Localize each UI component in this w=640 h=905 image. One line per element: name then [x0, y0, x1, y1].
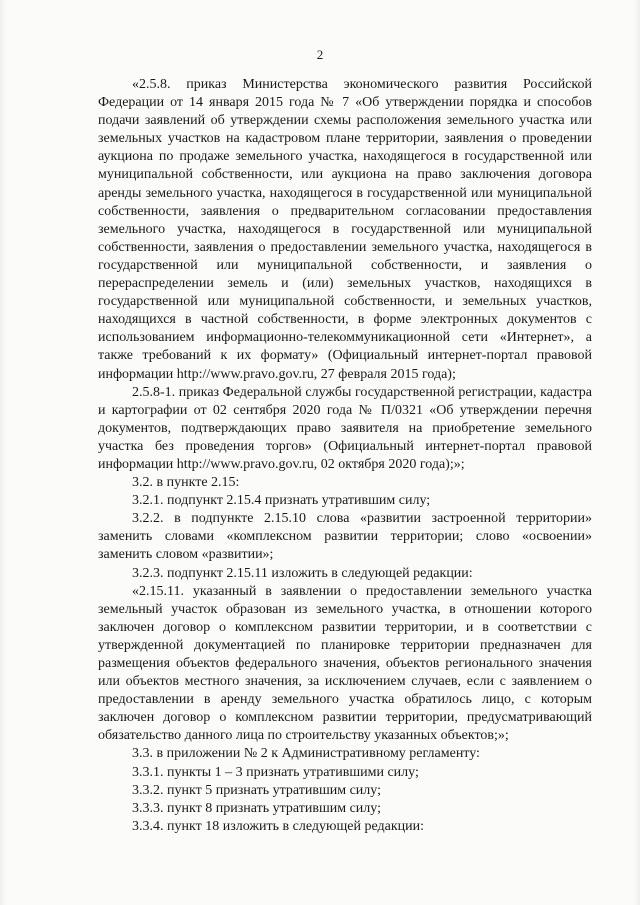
paragraph-3-2-3: 3.2.3. подпункт 2.15.11 изложить в следующей редакции:	[132, 565, 473, 581]
paragraph-3-2-2: 3.2.2. в подпункте 2.15.10 слова «развитии застроенной территории» заменить словами «комплексном развитии территории; слово «освоении» заменить словом «развитии»;	[98, 511, 592, 563]
paragraph-3-3: 3.3. в приложении № 2 к Административному регламенту:	[132, 746, 480, 762]
paragraph-2-15-11: «2.15.11. указанный в заявлении о предоставлении земельного участка земельный участок образован из земельного участка, в отношении которого заключен договор о комплексном развитии территории, и в соответствии с утвержденной документацией по планировке территории предназначен для размещения объектов федерального значения, объектов регионального значения или объектов местного значения, за исключением случаев, если с заявлением о предоставлении в аренду земельного участка обратилось лицо, с которым заключен договор о комплексном развитии территории, предусматривающий обязательство данного лица по строительству указанных объектов;»;	[98, 583, 592, 744]
page-number: 2	[316, 47, 324, 62]
paragraph-3-2-1: 3.2.1. подпункт 2.15.4 признать утратившим силу;	[132, 493, 431, 509]
paragraph-2-5-8: «2.5.8. приказ Министерства экономического развития Российской Федерации от 14 января 2015 года № 7 «Об утверждении порядка и способов подачи заявлений об утверждении схемы расположения земельного участка или земельных участков на кадастровом плане территории, заявления о проведении аукциона по продаже земельного участка, находящегося в государственной или муниципальной собственности, или аукциона на право заключения договора аренды земельного участка, находящегося в государственной или муниципальной собственности, заявления о предварительном согласовании предоставления земельного участка, находящегося в государственной или муниципальной собственности, заявления о предоставлении земельного участка, находящегося в государственной или муниципальной собственности, и заявления о перераспределении земель и (или) земельных участков, находящихся в государственной или муниципальной собственности, и земельных участков, находящихся в частной собственности, в форме электронных документов с использованием информационно-телекоммуникационной сети «Интернет», а также требований к их формату» (Официальный интернет-портал правовой информации http://www.pravo.gov.ru, 27 февраля 2015 года);	[98, 77, 592, 382]
scan-edge-right	[634, 0, 640, 905]
paragraph-3-3-4: 3.3.4. пункт 18 изложить в следующей редакции:	[132, 818, 424, 834]
paragraph-3-3-2: 3.3.2. пункт 5 признать утратившим силу;	[132, 782, 381, 798]
document-body	[98, 76, 592, 836]
paragraph-3-2: 3.2. в пункте 2.15:	[132, 475, 240, 491]
paragraph-2-5-8-1: 2.5.8-1. приказ Федеральной службы государственной регистрации, кадастра и картографии от 02 сентября 2020 года № П/0321 «Об утверждении перечня документов, подтверждающих право заявителя на приобретение земельного участка без проведения торгов» (Официальный интернет-портал правовой информации http://www.pravo.gov.ru, 02 октября 2020 года);»;	[98, 384, 592, 472]
scan-edge-left	[0, 0, 6, 905]
paragraph-3-3-1: 3.3.1. пункты 1 – 3 признать утратившими силу;	[132, 764, 419, 780]
paragraph-3-3-3: 3.3.3. пункт 8 признать утратившим силу;	[132, 800, 381, 816]
